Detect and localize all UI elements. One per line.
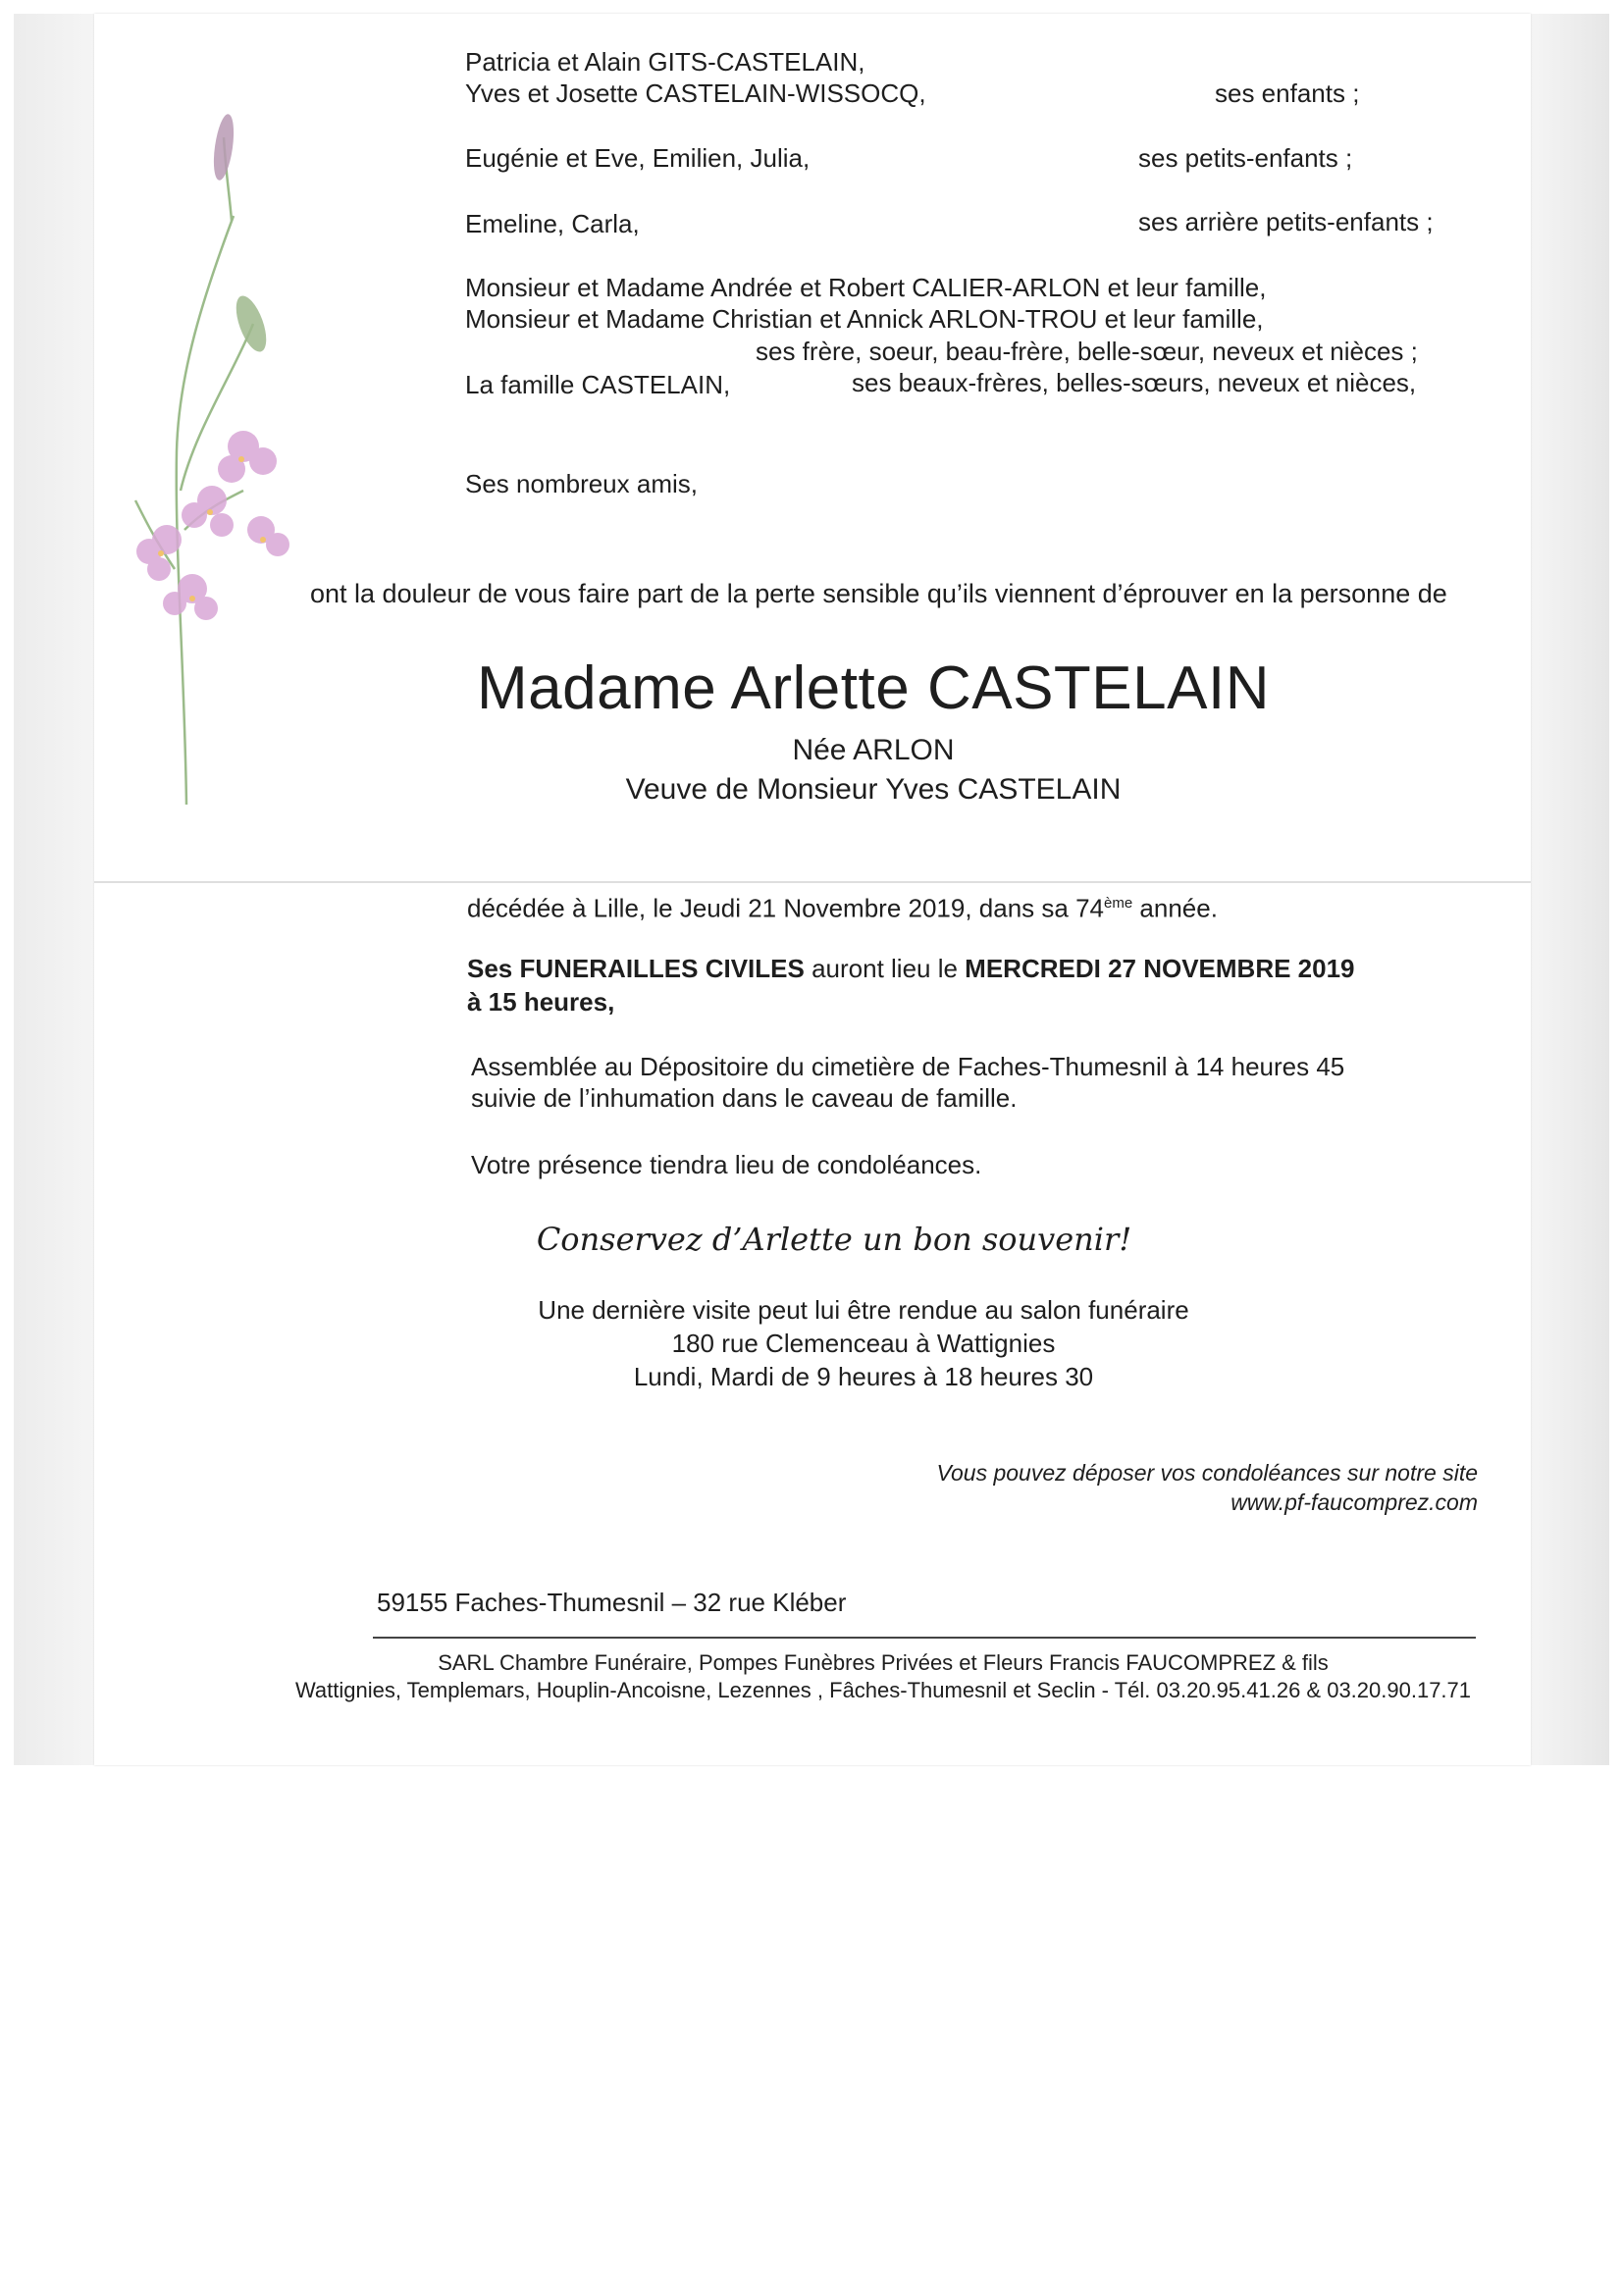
family-role-siblings: ses frère, soeur, beau-frère, belle-sœur, neveux et nièces ;	[756, 337, 1418, 366]
family-role-grandchildren: ses petits-enfants ;	[1138, 143, 1353, 173]
motto-script: Conservez d’Arlette un bon souvenir!	[536, 1221, 1132, 1258]
deceased-widow: Veuve de Monsieur Yves CASTELAIN	[625, 773, 1122, 806]
funeral-type: Ses FUNERAILLES CIVILES	[467, 954, 805, 983]
footer-locations: Wattignies, Templemars, Houplin-Ancoisne, Lezennes , Fâches-Thumesnil et Seclin - Tél. 03.20.95.41.26 & 03.20.90.17.71	[294, 1678, 1472, 1702]
funeral-line-1	[467, 954, 1355, 983]
funeral-date: MERCREDI 27 NOVEMBRE 2019	[965, 954, 1355, 983]
assembly-line-2: suivie de l’inhumation dans le caveau de famille.	[471, 1083, 1018, 1113]
family-line-2: Yves et Josette CASTELAIN-WISSOCQ,	[465, 78, 926, 108]
page-edge-left	[14, 14, 104, 1765]
family-line-3: Eugénie et Eve, Emilien, Julia,	[465, 143, 811, 173]
visit-line-3: Lundi, Mardi de 9 heures à 18 heures 30	[633, 1362, 1094, 1391]
family-line-8: La famille CASTELAIN,	[465, 370, 731, 399]
death-details-end: année.	[1132, 893, 1218, 923]
family-role-great-grandchildren: ses arrière petits-enfants ;	[1138, 207, 1434, 236]
death-details-suffix: ème	[1104, 895, 1133, 912]
family-line-friends: Ses nombreux amis,	[465, 469, 698, 498]
card-fold-line	[94, 881, 1531, 883]
family-line-6: Monsieur et Madame Christian et Annick ARLON-TROU et leur famille,	[465, 304, 1264, 334]
condolences-note: Votre présence tiendra lieu de condoléances.	[471, 1150, 982, 1179]
assembly-line-1: Assemblée au Dépositoire du cimetière de Faches-Thumesnil à 14 heures 45	[471, 1052, 1345, 1081]
deceased-name: Madame Arlette CASTELAIN	[477, 654, 1270, 722]
page-edge-right	[1525, 14, 1609, 1765]
announcement-text: ont la douleur de vous faire part de la perte sensible qu’ils viennent d’éprouver en la personne de	[310, 579, 1447, 608]
family-role-in-laws: ses beaux-frères, belles-sœurs, neveux et nièces,	[852, 368, 1417, 397]
footer-divider	[373, 1637, 1476, 1639]
death-details	[467, 889, 1218, 923]
deceased-born: Née ARLON	[792, 734, 955, 766]
visit-line-2: 180 rue Clemenceau à Wattignies	[671, 1329, 1056, 1358]
footer-company: SARL Chambre Funéraire, Pompes Funèbres Privées et Fleurs Francis FAUCOMPREZ & fils	[438, 1650, 1329, 1675]
site-url[interactable]: www.pf-faucomprez.com	[1230, 1489, 1478, 1515]
funeral-connector: auront lieu le	[804, 954, 966, 983]
death-details-text: décédée à Lille, le Jeudi 21 Novembre 2019, dans sa 74	[467, 893, 1104, 923]
site-note: Vous pouvez déposer vos condoléances sur notre site	[936, 1460, 1478, 1486]
family-line-5: Monsieur et Madame Andrée et Robert CALIER-ARLON et leur famille,	[465, 273, 1267, 302]
family-role-children: ses enfants ;	[1215, 78, 1360, 108]
flower-illustration-icon	[116, 78, 312, 824]
visit-line-1: Une dernière visite peut lui être rendue au salon funéraire	[538, 1295, 1189, 1325]
funeral-time: à 15 heures,	[467, 987, 615, 1017]
funeral-home-address: 59155 Faches-Thumesnil – 32 rue Kléber	[377, 1588, 847, 1617]
family-line-4: Emeline, Carla,	[465, 209, 640, 238]
family-line-1: Patricia et Alain GITS-CASTELAIN,	[465, 47, 865, 77]
